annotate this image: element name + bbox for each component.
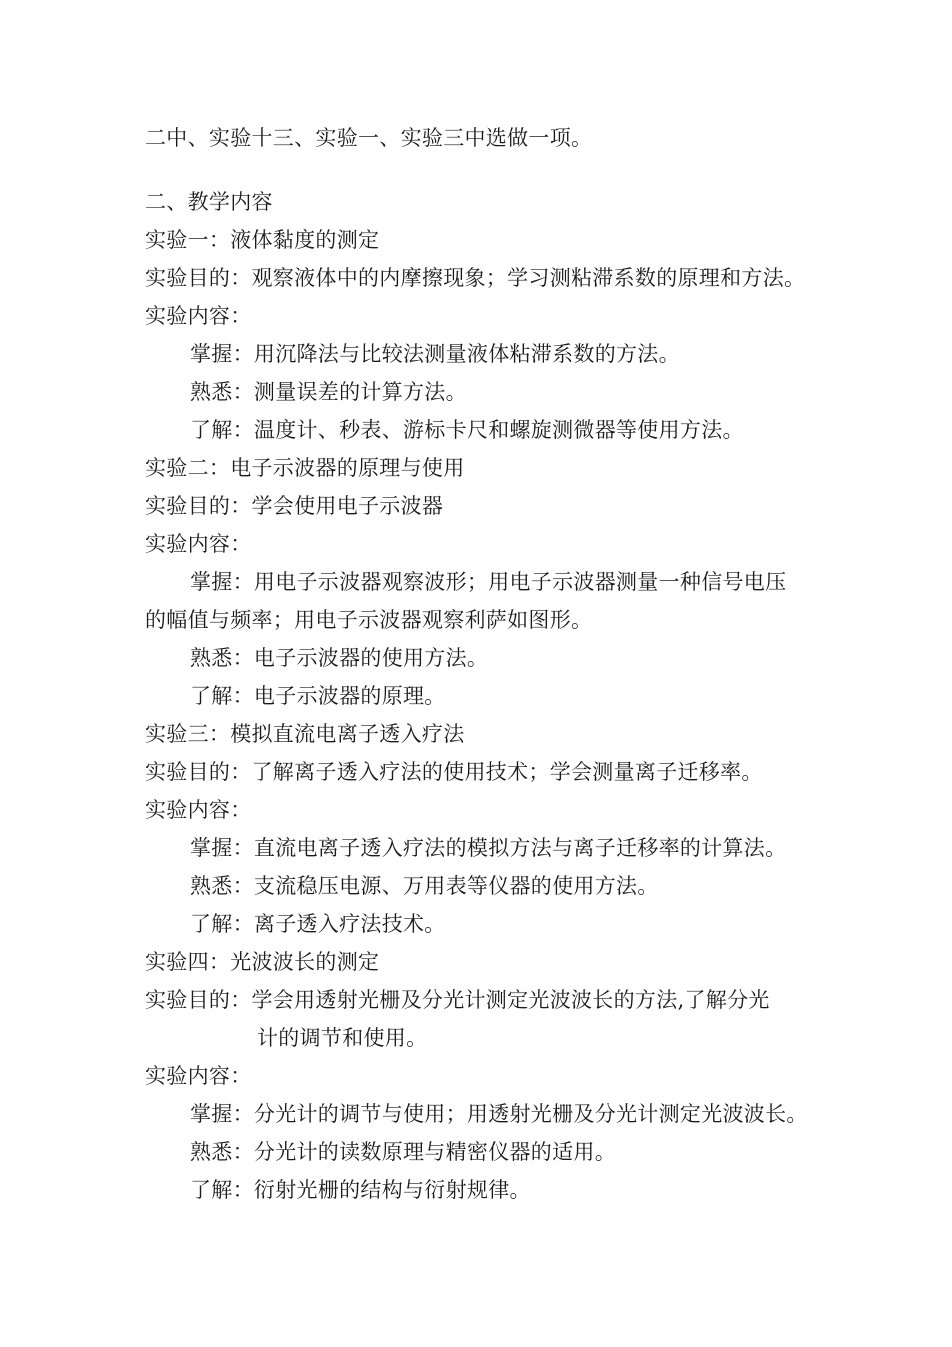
experiment-1-title: 实验一：液体黏度的测定 — [145, 228, 380, 252]
experiment-1-purpose: 实验目的：观察液体中的内摩擦现象；学习测粘滞系数的原理和方法。 — [145, 266, 806, 290]
experiment-1-content-label: 实验内容： — [145, 304, 252, 328]
experiment-4-understand: 了解：衍射光栅的结构与衍射规律。 — [190, 1178, 531, 1202]
experiment-3-content-label: 实验内容： — [145, 798, 252, 822]
experiment-2-understand: 了解：电子示波器的原理。 — [190, 684, 446, 708]
section-heading: 二、教学内容 — [145, 190, 273, 214]
experiment-1-understand: 了解：温度计、秒表、游标卡尺和螺旋测微器等使用方法。 — [190, 418, 744, 442]
experiment-4-title: 实验四：光波波长的测定 — [145, 950, 380, 974]
experiment-3-master: 掌握：直流电离子透入疗法的模拟方法与离子迁移率的计算法。 — [190, 836, 787, 860]
experiment-1-familiar: 熟悉：测量误差的计算方法。 — [190, 380, 467, 404]
experiment-4-familiar: 熟悉：分光计的读数原理与精密仪器的适用。 — [190, 1140, 616, 1164]
experiment-4-purpose-cont: 计的调节和使用。 — [257, 1026, 428, 1050]
experiment-2-content-label: 实验内容： — [145, 532, 252, 556]
experiment-1-master: 掌握：用沉降法与比较法测量液体粘滞系数的方法。 — [190, 342, 680, 366]
experiment-2-familiar: 熟悉：电子示波器的使用方法。 — [190, 646, 489, 670]
experiment-3-familiar: 熟悉：支流稳压电源、万用表等仪器的使用方法。 — [190, 874, 659, 898]
experiment-3-title: 实验三：模拟直流电离子透入疗法 — [145, 722, 465, 746]
experiment-3-purpose: 实验目的：了解离子透入疗法的使用技术；学会测量离子迁移率。 — [145, 760, 763, 784]
experiment-2-purpose: 实验目的：学会使用电子示波器 — [145, 494, 444, 518]
experiment-4-purpose: 实验目的：学会用透射光栅及分光计测定光波波长的方法,了解分光 — [145, 988, 770, 1012]
experiment-3-understand: 了解：离子透入疗法技术。 — [190, 912, 446, 936]
intro-line: 二中、实验十三、实验一、实验三中选做一项。 — [145, 126, 593, 150]
experiment-4-master: 掌握：分光计的调节与使用；用透射光栅及分光计测定光波波长。 — [190, 1102, 808, 1126]
experiment-2-master: 掌握：用电子示波器观察波形；用电子示波器测量一种信号电压 — [190, 570, 787, 594]
experiment-2-master-cont: 的幅值与频率；用电子示波器观察利萨如图形。 — [145, 608, 593, 632]
experiment-4-content-label: 实验内容： — [145, 1064, 252, 1088]
experiment-2-title: 实验二：电子示波器的原理与使用 — [145, 456, 465, 480]
